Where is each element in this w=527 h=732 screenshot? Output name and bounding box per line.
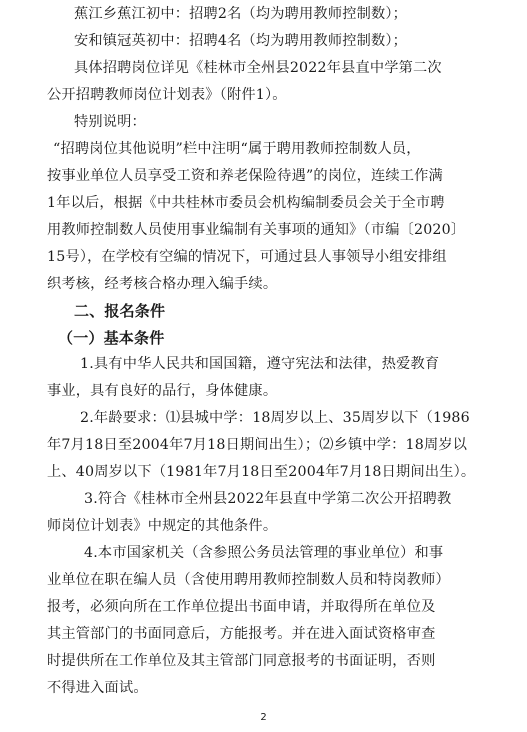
text-line: 3.符合《桂林市全州县2022年县直中学第二次公开招聘教 (84, 491, 452, 507)
text-line: 1年以后，根据《中共桂林市委员会机构编制委员会关于全市聘 (47, 195, 445, 211)
text-line: 2.年龄要求：⑴县城中学：18周岁以上、35周岁以下（1986 (80, 410, 470, 426)
text-line: 业单位在职在编人员（含使用聘用教师控制数人员和特岗教师） (47, 572, 450, 588)
text-line: 报考，必须向所在工作单位提出书面申请，并取得所在单位及 (47, 599, 436, 615)
text-line: 1.具有中华人民共和国国籍，遵守宪法和法律，热爱教育 (80, 356, 440, 372)
section-heading: 二、报名条件 (74, 302, 166, 320)
text-line: 具体招聘岗位详见《桂林市全州县2022年县直中学第二次 (74, 60, 442, 76)
text-line: 4.本市国家机关（含参照公务员法管理的事业单位）和事 (84, 545, 444, 561)
text-line: 事业，具有良好的品行，身体健康。 (47, 383, 278, 399)
text-line: 上、40周岁以下（1981年7月18日至2004年7月18日期间出生）。 (47, 464, 476, 480)
text-line: 织考核，经考核合格办理入编手续。 (47, 276, 278, 292)
text-line: 15号），在学校有空编的情况下，可通过县人事领导小组安排组 (47, 249, 447, 265)
text-line: 蕉江乡蕉江初中：招聘2名（均为聘用教师控制数）； (74, 6, 408, 22)
text-line: 公开招聘教师岗位计划表》（附件1）。 (47, 87, 287, 103)
text-line: 按事业单位人员享受工资和养老保险待遇”的岗位，连续工作满 (47, 168, 443, 184)
text-line: 用教师控制数人员使用事业编制有关事项的通知》（市编〔2020〕 (47, 222, 466, 238)
subsection-heading: （一）基本条件 (58, 329, 165, 347)
text-line: 师岗位计划表》中规定的其他条件。 (47, 518, 278, 534)
page-number: 2 (260, 712, 267, 723)
text-line: 年7月18日至2004年7月18日期间出生）；⑵乡镇中学：18周岁以 (47, 437, 468, 453)
text-line: 安和镇冠英初中：招聘4名（均为聘用教师控制数）； (74, 33, 408, 49)
text-line: 特别说明： (74, 114, 146, 130)
text-line: 不得进入面试。 (47, 680, 148, 696)
text-line: 时提供所在工作单位及其主管部门同意报考的书面证明，否则 (47, 653, 436, 669)
text-line: 其主管部门的书面同意后，方能报考。并在进入面试资格审查 (47, 626, 436, 642)
text-line: “招聘岗位其他说明”栏中注明“属于聘用教师控制数人员， (53, 141, 421, 157)
